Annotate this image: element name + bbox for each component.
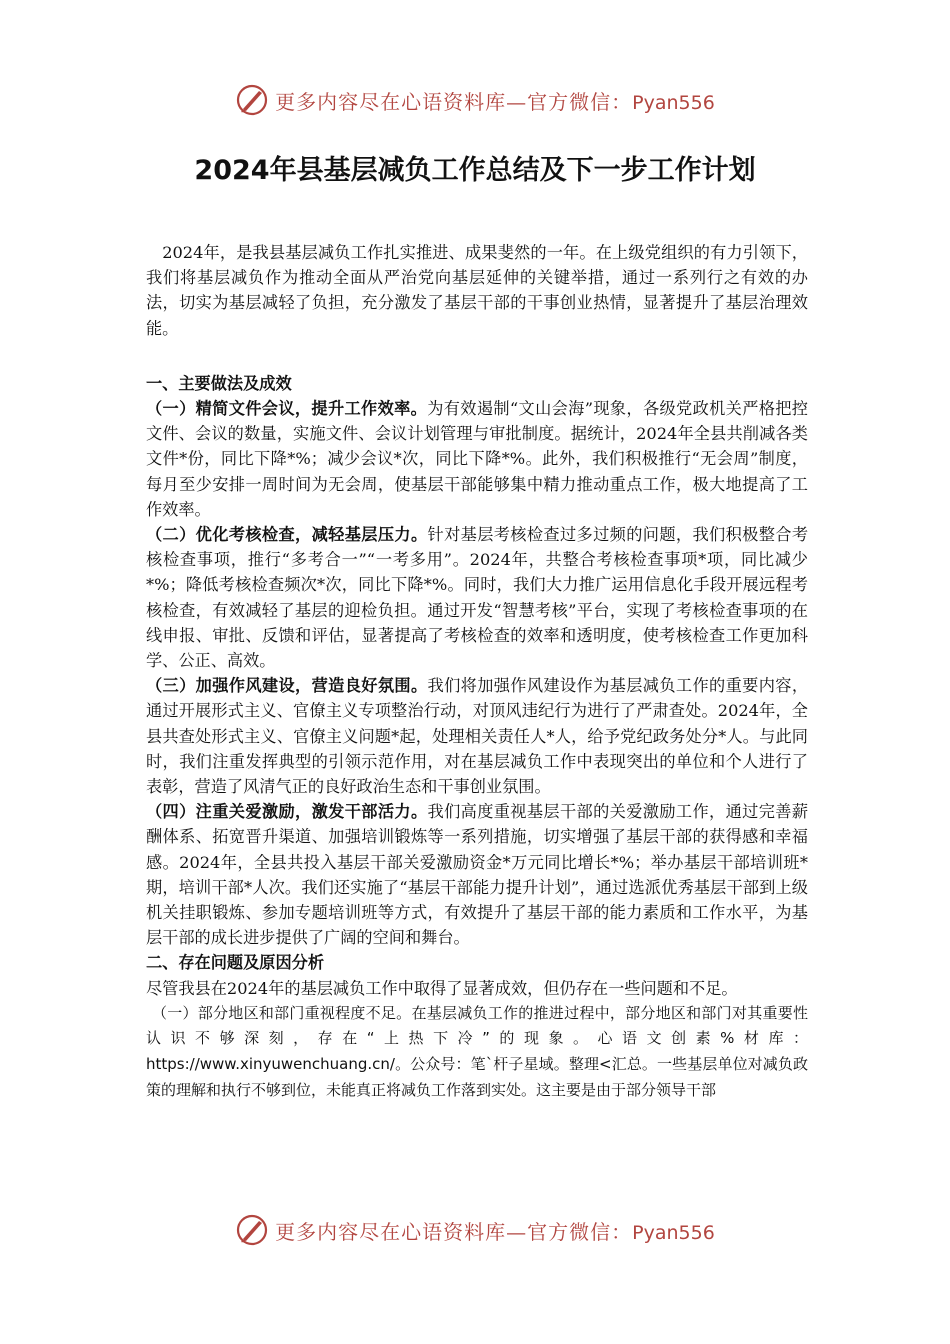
subsection-2-text: 针对基层考核检查过多过频的问题，我们积极整合考核检查事项，推行“多考合一”“一考多用”。2024年，共整合考核检查事项*项，同比减少*%；降低考核检查频次*次，同比下降*%。同时，我们大力推广运用信息化手段开展远程考核检查，有效减轻了基层的迎检负担。通过开发“智慧考核”平台，实现了考核检查事项的在线申报、审批、反馈和评估，显著提高了考核检查的效率和透明度，使考核检查工作更加科学、公正、高效。 — [146, 525, 809, 671]
section-2-item-1 — [146, 1001, 808, 1103]
banner-wechat-id-bottom: Pyan556 — [632, 1221, 715, 1244]
section-2-item-1-text: （一）部分地区和部门重视程度不足。在基层减负工作的推进过程中，部分地区和部门对其重要性认识不够深刻，存在“上热下冷”的现象。心语文创素%材库：https://www.xinyuwenchuang.cn/。公众号：笔`杆子星域。整理<汇总。一些基层单位对减负政策的理解和执行不够到位，未能真正将减负工作落到实处。这主要是由于部分领导干部 — [146, 1003, 808, 1099]
brush-logo-icon — [235, 1213, 269, 1247]
bottom-watermark-banner — [0, 1210, 950, 1250]
subsection-2 — [146, 522, 808, 673]
banner-wechat-id: Pyan556 — [632, 91, 715, 114]
subsection-3-text: 我们将加强作风建设作为基层减负工作的重要内容，通过开展形式主义、官僚主义专项整治行动，对顶风违纪行为进行了严肃查处。2024年，全县共查处形式主义、官僚主义问题*起，处理相关责任人*人，给予党纪政务处分*人。与此同时，我们注重发挥典型的引领示范作用，对在基层减负工作中表现突出的单位和个人进行了表彰，营造了风清气正的良好政治生态和干事创业氛围。 — [146, 676, 809, 797]
document-title: 2024年县基层减负工作总结及下一步工作计划 — [194, 155, 756, 186]
subsection-1 — [146, 396, 808, 522]
section-1-heading: 一、主要做法及成效 — [146, 373, 292, 393]
subsection-1-text: 为有效遏制“文山会海”现象，各级党政机关严格把控文件、会议的数量，实施文件、会议计划管理与审批制度。据统计，2024年全县共削减各类文件*份，同比下降*%；减少会议*次，同比下降*%。此外，我们积极推行“无会周”制度，每月至少安排一周时间为无会周，使基层干部能够集中精力推动重点工作，极大地提高了工作效率。 — [146, 399, 808, 519]
banner-text — [275, 86, 715, 115]
document-body — [146, 240, 808, 1103]
brush-logo-icon — [235, 83, 269, 117]
subsection-4-lead: （四）注重关爱激励，激发干部活力。 — [146, 802, 428, 822]
banner-caption-bottom: 更多内容尽在心语资料库—官方微信： — [275, 1219, 633, 1244]
banner-text-bottom — [275, 1216, 715, 1245]
section-2-intro: 尽管我县在2024年的基层减负工作中取得了显著成效，但仍存在一些问题和不足。 — [146, 978, 738, 998]
paragraph-gap — [146, 341, 808, 371]
subsection-1-lead: （一）精简文件会议，提升工作效率。 — [146, 399, 428, 419]
intro-paragraph: 2024年，是我县基层减负工作扎实推进、成果斐然的一年。在上级党组织的有力引领下，我们将基层减负作为推动全面从严治党向基层延伸的关键举措，通过一系列行之有效的办法，切实为基层减轻了负担，充分激发了基层干部的干事创业热情，显著提升了基层治理效能。 — [146, 243, 808, 338]
top-watermark-banner — [0, 80, 950, 120]
subsection-2-lead: （二）优化考核检查，减轻基层压力。 — [146, 525, 428, 545]
subsection-3 — [146, 673, 808, 799]
subsection-4-text: 我们高度重视基层干部的关爱激励工作，通过完善薪酬体系、拓宽晋升渠道、加强培训锻炼等一系列措施，切实增强了基层干部的获得感和幸福感。2024年，全县共投入基层干部关爱激励资金*万元同比增长*%；举办基层干部培训班*期，培训干部*人次。我们还实施了“基层干部能力提升计划”，通过选派优秀基层干部到上级机关挂职锻炼、参加专题培训班等方式，有效提升了基层干部的能力素质和工作水平，为基层干部的成长进步提供了广阔的空间和舞台。 — [146, 802, 809, 948]
banner-caption: 更多内容尽在心语资料库—官方微信： — [275, 89, 633, 114]
section-2-heading: 二、存在问题及原因分析 — [146, 953, 325, 973]
subsection-4 — [146, 799, 808, 950]
subsection-3-lead: （三）加强作风建设，营造良好氛围。 — [146, 676, 428, 696]
